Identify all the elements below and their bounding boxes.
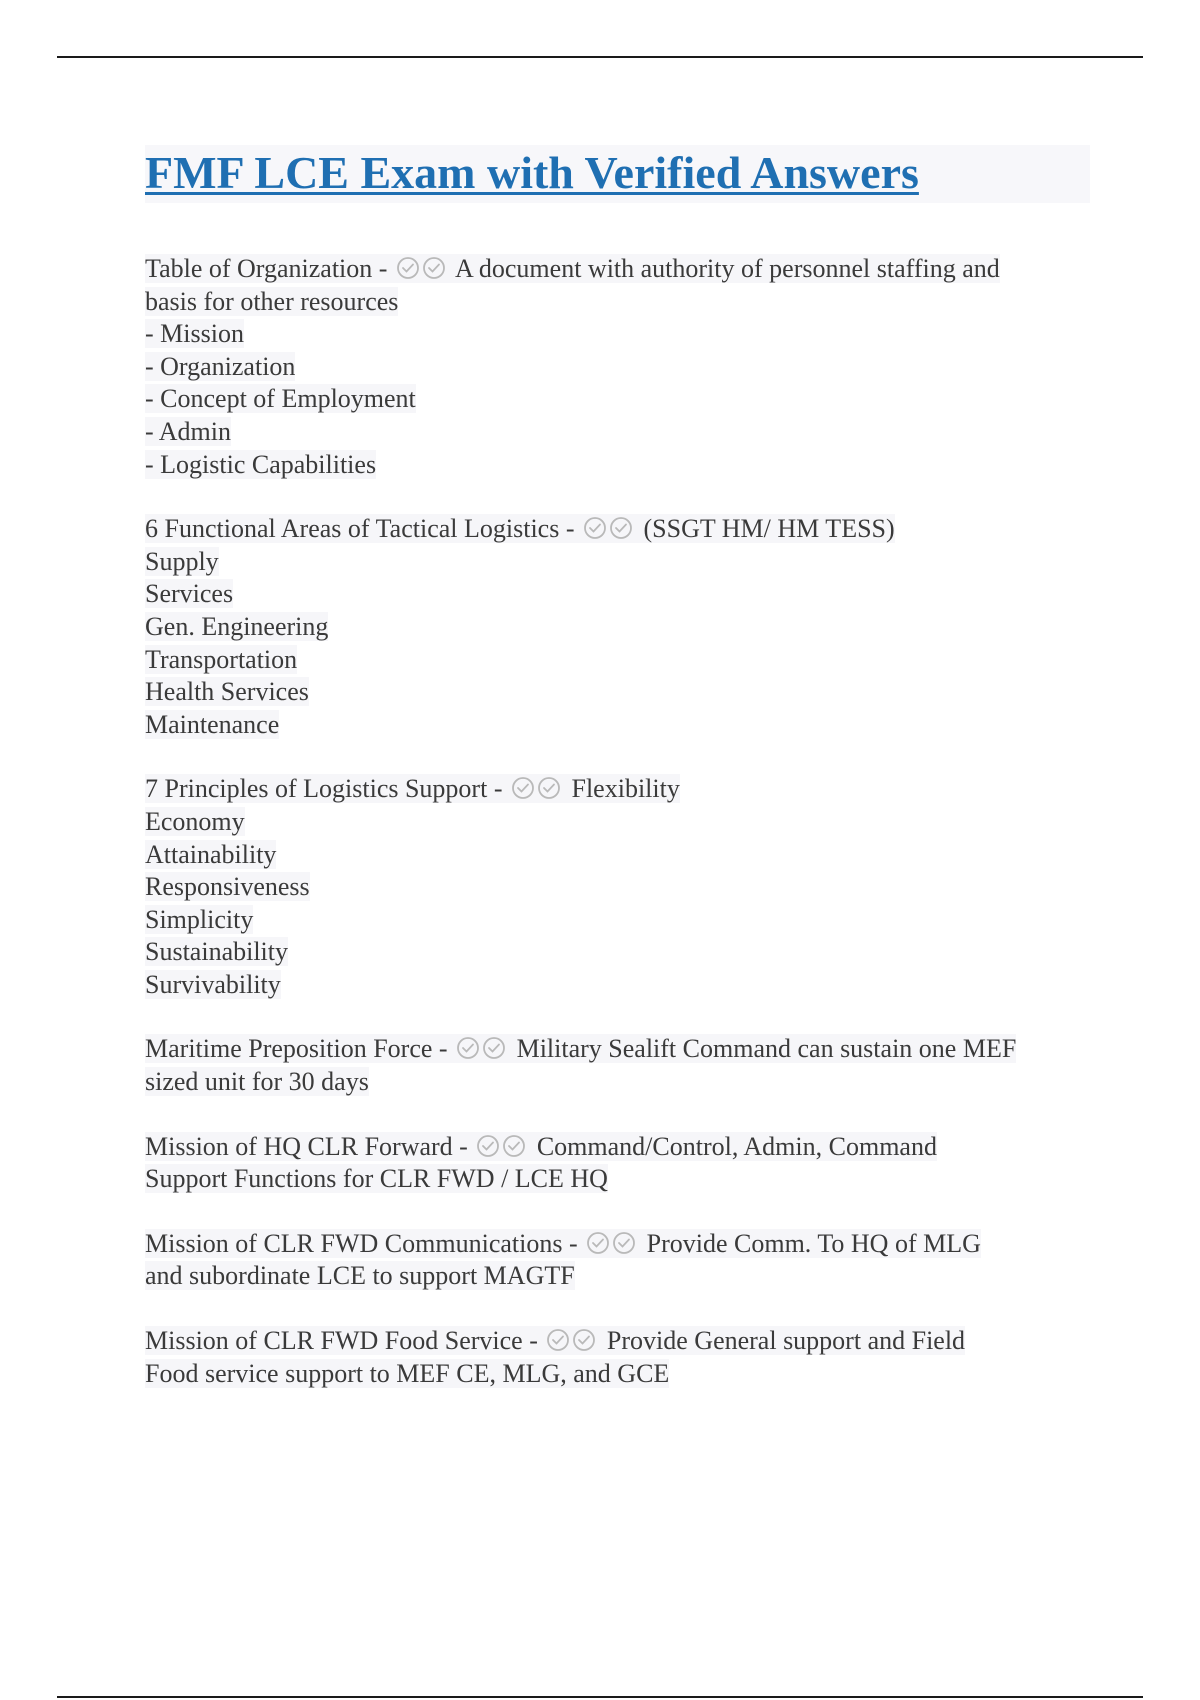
bottom-rule: [57, 1696, 1143, 1698]
qa-answer-line-text: sized unit for 30 days: [145, 1067, 369, 1097]
qa-answer-line: [145, 839, 1090, 872]
qa-answer-line: [145, 351, 1090, 384]
qa-first-line-highlight: [145, 254, 1000, 283]
qa-term: Mission of CLR FWD Food Service: [145, 1326, 523, 1356]
qa-answer-line: [145, 1066, 1090, 1099]
qa-first-line-highlight: [145, 774, 680, 803]
qa-term: 7 Principles of Logistics Support: [145, 774, 488, 804]
qa-answer-first: Provide General support and Field: [606, 1326, 966, 1356]
qa-answer-line-text: Survivability: [145, 969, 281, 999]
qa-answer-line: [145, 1260, 1090, 1293]
qa-answer-line: [145, 806, 1090, 839]
qa-separator: -: [372, 254, 394, 283]
qa-entry: [145, 1033, 1090, 1098]
qa-answer-line-text: - Concept of Employment: [145, 384, 416, 414]
qa-term: Mission of CLR FWD Communications: [145, 1228, 563, 1258]
qa-answer-line: [145, 318, 1090, 351]
qa-answer-line-text: Transportation: [145, 644, 298, 674]
qa-answer-line-text: Support Functions for CLR FWD / LCE HQ: [145, 1164, 608, 1194]
qa-answer-line-text: Services: [145, 579, 234, 609]
qa-answer-line: [145, 546, 1090, 579]
qa-separator: -: [522, 1326, 545, 1356]
qa-first-line: [145, 1033, 1090, 1066]
qa-answer-line: [145, 871, 1090, 904]
qa-entry: [145, 1131, 1090, 1196]
qa-answer-first: Flexibility: [571, 774, 680, 804]
qa-answer-line-text: Gen. Engineering: [145, 611, 329, 641]
qa-answer-line: [145, 611, 1090, 644]
qa-first-line-highlight: [145, 1326, 965, 1355]
qa-answer-line-text: Attainability: [145, 839, 277, 869]
qa-separator: -: [452, 1131, 475, 1161]
qa-entry: [145, 253, 1090, 481]
qa-separator: -: [562, 1228, 585, 1258]
qa-first-line: [145, 1325, 1090, 1358]
qa-answer-line: [145, 383, 1090, 416]
qa-answer-first: Command/Control, Admin, Command: [536, 1131, 937, 1161]
qa-term: Maritime Preposition Force: [145, 1034, 433, 1064]
qa-term: Mission of HQ CLR Forward: [145, 1131, 453, 1161]
qa-answer-first: Provide Comm. To HQ of MLG: [646, 1228, 981, 1258]
double-check-circle-icon: [586, 1231, 638, 1255]
qa-separator: -: [432, 1034, 455, 1064]
qa-answer-line: [145, 904, 1090, 937]
qa-first-line-highlight: [145, 1034, 1016, 1063]
qa-answer-line-text: Food service support to MEF CE, MLG, and GCE: [145, 1358, 670, 1388]
qa-answer-line-text: - Logistic Capabilities: [145, 449, 377, 479]
qa-answer-line-text: - Admin: [145, 416, 231, 446]
qa-term: Table of Organization: [145, 254, 373, 283]
qa-answer-line-text: - Organization: [145, 351, 296, 381]
qa-answer-line-text: and subordinate LCE to support MAGTF: [145, 1261, 575, 1291]
qa-first-line-highlight: [145, 514, 895, 543]
top-rule: [57, 56, 1143, 58]
qa-answer-first: A document with authority of personnel staffing and: [455, 254, 1000, 283]
qa-answer-line: [145, 676, 1090, 709]
qa-answer-line: [145, 1163, 1090, 1196]
qa-first-line-highlight: [145, 1132, 937, 1161]
qa-answer-line-text: basis for other resources: [145, 286, 399, 316]
double-check-circle-icon: [476, 1134, 528, 1158]
qa-first-line: [145, 1228, 1090, 1261]
double-check-circle-icon: [511, 776, 563, 800]
qa-answer-line-text: Sustainability: [145, 937, 288, 967]
qa-separator: -: [487, 774, 509, 804]
qa-first-line: [145, 513, 1090, 546]
double-check-circle-icon: [583, 516, 635, 540]
qa-answer-line: [145, 416, 1090, 449]
qa-answer-line-text: Responsiveness: [145, 872, 310, 902]
qa-answer-line-text: Economy: [145, 806, 245, 836]
qa-answer-line: [145, 1358, 1090, 1391]
double-check-circle-icon: [456, 1036, 508, 1060]
qa-answer-line: [145, 969, 1090, 1002]
qa-term: 6 Functional Areas of Tactical Logistics: [145, 514, 560, 544]
qa-answer-line: [145, 286, 1090, 319]
qa-first-line: [145, 773, 1090, 806]
qa-answer-line-text: Simplicity: [145, 904, 254, 934]
qa-first-line: [145, 253, 1090, 286]
qa-answer-first: (SSGT HM/ HM TESS): [643, 514, 895, 544]
qa-answer-line-text: Health Services: [145, 677, 309, 707]
double-check-circle-icon: [546, 1328, 598, 1352]
document-title[interactable]: FMF LCE Exam with Verified Answers: [145, 147, 919, 198]
qa-answer-line: [145, 936, 1090, 969]
qa-separator: -: [559, 514, 581, 544]
qa-entry: [145, 1325, 1090, 1390]
qa-answer-line: [145, 709, 1090, 742]
qa-answer-line-text: Maintenance: [145, 709, 280, 739]
qa-entry: [145, 1228, 1090, 1293]
qa-entry: [145, 773, 1090, 1001]
qa-first-line: [145, 1131, 1090, 1164]
title-block: [145, 145, 1090, 203]
qa-answer-line: [145, 449, 1090, 482]
qa-answer-line: [145, 578, 1090, 611]
qa-answer-first: Military Sealift Command can sustain one MEF: [516, 1034, 1017, 1064]
qa-answer-line: [145, 644, 1090, 677]
qa-list: [145, 253, 1090, 1390]
qa-answer-line-text: Supply: [145, 546, 219, 576]
double-check-circle-icon: [396, 256, 448, 280]
document-body: [145, 145, 1090, 1422]
qa-first-line-highlight: [145, 1229, 981, 1258]
qa-entry: [145, 513, 1090, 741]
qa-answer-line-text: - Mission: [145, 319, 244, 349]
